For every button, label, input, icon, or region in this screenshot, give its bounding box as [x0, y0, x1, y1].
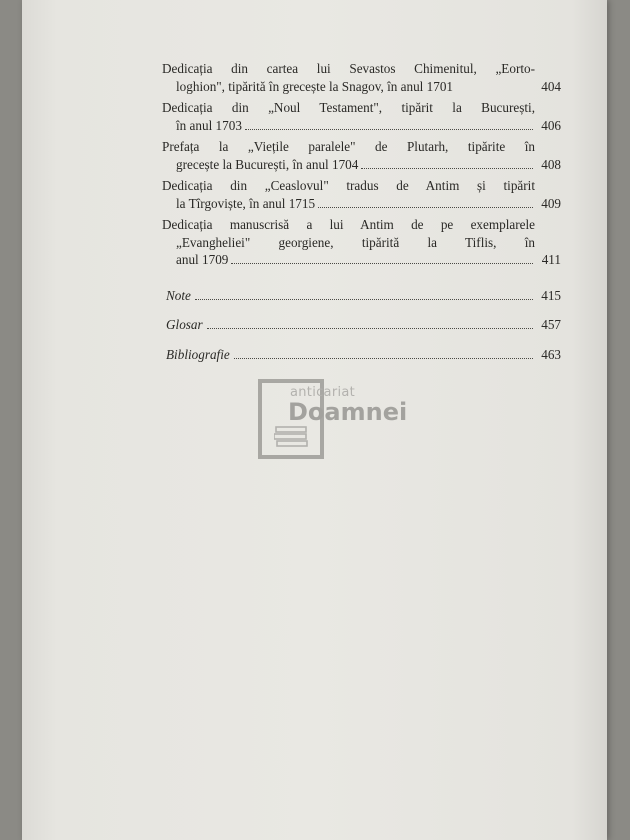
toc-page-number: 408	[541, 156, 561, 172]
toc-page-number: 457	[541, 317, 561, 332]
table-of-contents	[162, 60, 561, 363]
toc-entry-last-text: la Tîrgoviște, în anul 1715	[176, 195, 316, 211]
dot-leader	[207, 328, 533, 329]
toc-entry	[162, 216, 561, 269]
toc-page-number: 406	[541, 117, 561, 133]
toc-page-number: 411	[541, 252, 561, 267]
toc-entry-line: Dedicația din „Ceaslovul" tradus de Antim și tipărit	[162, 178, 535, 193]
book-page	[22, 0, 607, 840]
toc-entry-last-line	[162, 195, 535, 213]
toc-entry-last-text: loghion", tipărită în grecește la Snagov, în anul 1701	[176, 78, 454, 94]
toc-entry-last-text: grecește la București, în anul 1704	[176, 156, 359, 172]
toc-entry	[162, 99, 561, 134]
toc-page-number: 409	[541, 195, 561, 211]
toc-entry-last-line	[162, 156, 535, 174]
toc-page-number: 404	[541, 78, 561, 94]
watermark-small-text: anticariat	[290, 385, 356, 400]
dot-leader	[195, 299, 533, 300]
toc-entry-last-text: anul 1709	[176, 252, 229, 267]
toc-entry-line: Dedicația din „Noul Testament", tipărit la București,	[162, 100, 535, 115]
book-stack-icon	[274, 425, 308, 447]
toc-entry	[162, 138, 561, 173]
dot-leader	[245, 129, 533, 130]
watermark-big-text: Doamnei	[288, 398, 408, 426]
toc-entry-line: Dedicația din cartea lui Sevastos Chimenitul, „Eorto-	[162, 61, 535, 76]
toc-page-number: 415	[541, 287, 561, 303]
toc-section-bibliografie	[162, 346, 561, 364]
dot-leader	[318, 207, 533, 208]
toc-entry-last-line	[162, 78, 535, 96]
dot-leader	[361, 168, 533, 169]
toc-entry-last-text: în anul 1703	[176, 117, 242, 133]
toc-section-note	[162, 287, 561, 305]
toc-entry-line: Dedicația manuscrisă a lui Antim de pe exemplarele	[162, 217, 535, 232]
dot-leader	[234, 358, 533, 359]
toc-section-label: Note	[166, 287, 191, 303]
toc-section-label: Glosar	[166, 317, 203, 332]
toc-entry	[162, 177, 561, 212]
toc-entry-line: „Evangheliei" georgiene, tipărită la Tiflis, în	[176, 234, 535, 250]
dot-leader	[231, 263, 533, 264]
toc-page-number: 463	[541, 346, 561, 362]
toc-section-label: Bibliografie	[166, 346, 230, 362]
toc-entry-line: Prefața la „Viețile paralele" de Plutarh, tipărite în	[162, 139, 535, 154]
toc-section-glosar	[162, 316, 561, 334]
toc-entry-last-line	[162, 251, 535, 269]
toc-entry	[162, 60, 561, 95]
toc-entry-last-line	[162, 117, 535, 135]
